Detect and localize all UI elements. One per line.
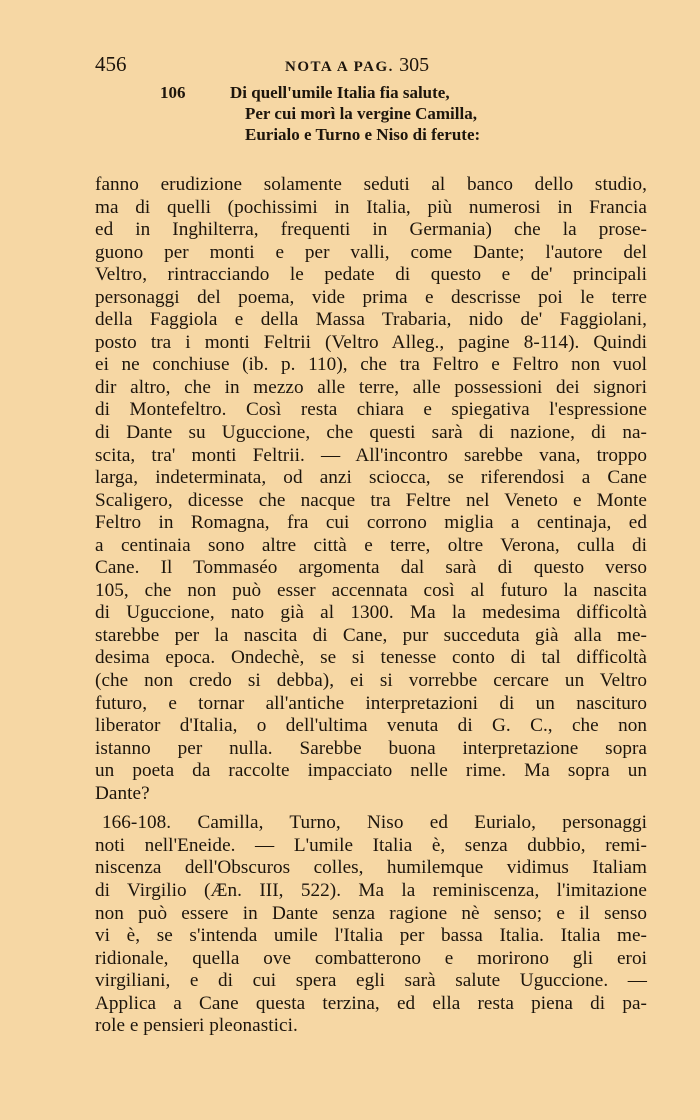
text-line: liberator d'Italia, o dell'ultima venuta di G. C., che non	[95, 715, 647, 737]
text-line: non può essere in Dante senza ragione nè senso; e il senso	[95, 902, 647, 924]
page-number: 456	[95, 52, 127, 76]
text-line: (che non credo si debba), ei si vorrebbe cercare un Veltro	[95, 670, 647, 692]
text-line: ei ne conchiuse (ib. p. 110), che tra Feltro e Feltro non vuol	[95, 354, 647, 376]
text-line: Scaligero, dicesse che nacque tra Feltre nel Veneto e Monte	[95, 489, 647, 511]
text-line: un poeta da raccolte impacciato nelle rime. Ma sopra un	[95, 760, 647, 782]
text-line: 166-108. Camilla, Turno, Niso ed Eurialo, personaggi	[102, 812, 647, 834]
paragraph-gap	[95, 805, 647, 812]
page-header	[95, 52, 595, 80]
text-line: desima epoca. Ondechè, se si tenesse conto di tal difficoltà	[95, 647, 647, 669]
text-line: fanno erudizione solamente seduti al banco dello studio,	[95, 174, 647, 195]
verse-line: Per cui morì la vergine Camilla,	[245, 104, 477, 123]
text-line: guono per monti e per valli, come Dante; l'autore del	[95, 241, 647, 263]
running-title-page: 305	[399, 54, 430, 76]
text-line: a centinaia sono altre città e terre, oltre Verona, culla di	[95, 534, 647, 556]
text-line: di Montefeltro. Così resta chiara e spiegativa l'espressione	[95, 399, 647, 421]
text-line: Veltro, rintracciando le pedate di questo e de' principali	[95, 264, 647, 286]
text-line: noti nell'Eneide. — L'umile Italia è, senza dubbio, remi-	[95, 834, 647, 856]
text-line: Cane. Il Tommaséo argomenta dal sarà di questo verso	[95, 557, 647, 579]
text-line: ma di quelli (pochissimi in Italia, più numerosi in Francia	[95, 196, 647, 218]
running-title	[285, 54, 429, 77]
text-line: scita, tra' monti Feltrii. — All'incontro sarebbe vana, troppo	[95, 444, 647, 466]
paragraph	[95, 174, 647, 805]
text-line: della Faggiola e della Massa Trabaria, nido de' Faggiolani,	[95, 309, 647, 331]
text-line: Applica a Cane questa terzina, ed ella resta piena di pa-	[95, 992, 647, 1014]
text-line: role e pensieri pleonastici.	[95, 1015, 298, 1037]
text-line: larga, indeterminata, od anzi sciocca, se riferendosi a Cane	[95, 467, 647, 489]
text-line: ridionale, quella ove combatterono e morirono gli eroi	[95, 947, 647, 969]
text-line: niscenza dell'Obscuros colles, humilemque vidimus Italiam	[95, 857, 647, 879]
text-line: di Virgilio (Æn. III, 522). Ma la reminiscenza, l'imitazione	[95, 879, 647, 901]
verse-line: Eurialo e Turno e Niso di ferute:	[245, 125, 481, 144]
text-line: posto tra i monti Feltrii (Veltro Alleg., pagine 8-114). Quindi	[95, 331, 647, 353]
text-line: istanno per nulla. Sarebbe buona interpretazione sopra	[95, 737, 647, 759]
text-line: personaggi del poema, vide prima e descrisse poi le terre	[95, 286, 647, 308]
commentary-text	[95, 174, 647, 1038]
text-line: dir altro, che in mezzo alle terre, alle possessioni dei signori	[95, 376, 647, 398]
text-line: di Dante su Uguccione, che questi sarà di nazione, di na-	[95, 422, 647, 444]
text-line: Feltro in Romagna, fra cui corrono miglia a centinaja, ed	[95, 512, 647, 534]
running-title-text: NOTA A PAG.	[285, 59, 394, 75]
paragraph	[95, 812, 647, 1037]
text-line: vi è, se s'intenda umile l'Italia per bassa Italia. Italia me-	[95, 925, 647, 947]
text-line: ed in Inghilterra, frequenti in Germania) che la prose-	[95, 219, 647, 241]
text-line: virgiliani, e di cui spera egli sarà salute Uguccione. —	[95, 970, 647, 992]
text-line: 105, che non può esser accennata così al futuro la nascita	[95, 579, 647, 601]
text-line: starebbe per la nascita di Cane, pur succeduta già alla me-	[95, 624, 647, 646]
verse-number: 106	[160, 83, 186, 102]
text-line: Dante?	[95, 782, 150, 804]
text-line: di Uguccione, nato già al 1300. Ma la medesima difficoltà	[95, 602, 647, 624]
verse-line: Di quell'umile Italia fia salute,	[230, 83, 450, 102]
text-line: futuro, e tornar all'antiche interpretazioni di un nascituro	[95, 692, 647, 714]
verse-quotation	[160, 82, 540, 145]
